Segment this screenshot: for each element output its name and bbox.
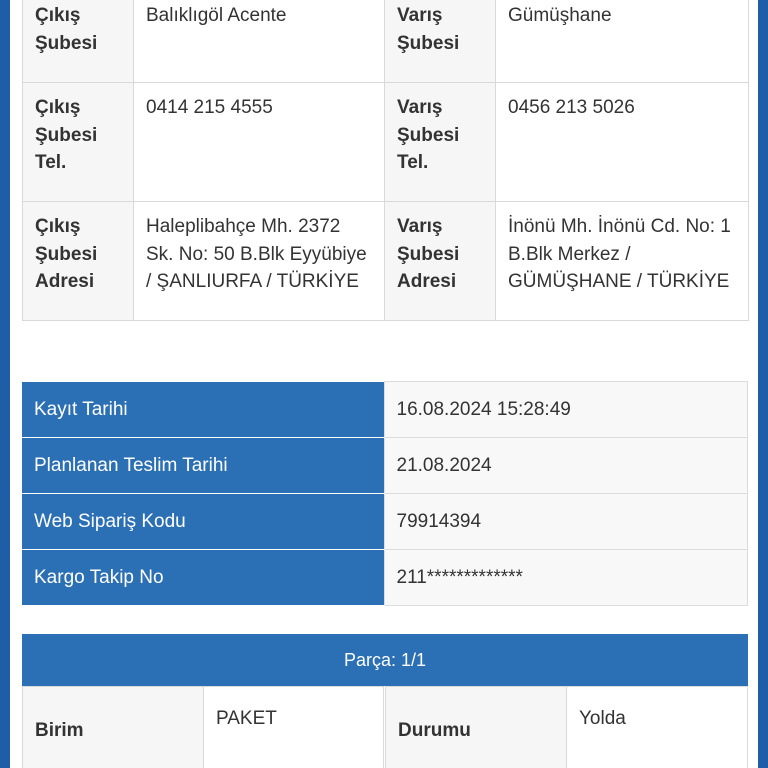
departure-branch-label: Çıkış Şubesi [23, 0, 134, 83]
arrival-branch-value: Gümüşhane [496, 0, 749, 83]
piece-unit-table [22, 686, 384, 768]
departure-phone-value[interactable]: 0414 215 4555 [134, 83, 385, 202]
arrival-branch-label: Varış Şubesi [385, 0, 496, 83]
piece-status-table [385, 686, 748, 768]
status-label: Durumu [386, 687, 567, 768]
planned-delivery-label: Planlanan Teslim Tarihi [22, 438, 384, 494]
tracking-number-value: 211************* [384, 550, 748, 606]
registration-date-value: 16.08.2024 15:28:49 [384, 382, 748, 438]
status-value: Yolda [567, 687, 748, 768]
registration-date-label: Kayıt Tarihi [22, 382, 384, 438]
arrival-phone-label: Varış Şubesi Tel. [385, 83, 496, 202]
web-order-value: 79914394 [384, 494, 748, 550]
table-row [23, 202, 749, 321]
web-order-label: Web Sipariş Kodu [22, 494, 384, 550]
departure-address-value: Haleplibahçe Mh. 2372 Sk. No: 50 B.Blk Eyyübiye / ŞANLIURFA / TÜRKİYE [134, 202, 385, 321]
table-row [22, 382, 748, 438]
departure-address-label: Çıkış Şubesi Adresi [23, 202, 134, 321]
table-row [22, 494, 748, 550]
arrival-address-value: İnönü Mh. İnönü Cd. No: 1 B.Blk Merkez / GÜMÜŞHANE / TÜRKİYE [496, 202, 749, 321]
table-row [22, 550, 748, 606]
departure-branch-value: Balıklıgöl Acente [134, 0, 385, 83]
branch-info-table [22, 0, 749, 321]
departure-phone-label: Çıkış Şubesi Tel. [23, 83, 134, 202]
table-row [23, 687, 384, 768]
shipment-info-table [22, 381, 748, 606]
planned-delivery-value: 21.08.2024 [384, 438, 748, 494]
shipment-detail-panel [10, 0, 758, 768]
table-row [386, 687, 748, 768]
table-row [23, 83, 749, 202]
unit-label: Birim [23, 687, 204, 768]
table-row [22, 438, 748, 494]
table-row [23, 0, 749, 83]
arrival-address-label: Varış Şubesi Adresi [385, 202, 496, 321]
arrival-phone-value[interactable]: 0456 213 5026 [496, 83, 749, 202]
tracking-number-label: Kargo Takip No [22, 550, 384, 606]
unit-value: PAKET [204, 687, 384, 768]
piece-header: Parça: 1/1 [22, 634, 748, 686]
